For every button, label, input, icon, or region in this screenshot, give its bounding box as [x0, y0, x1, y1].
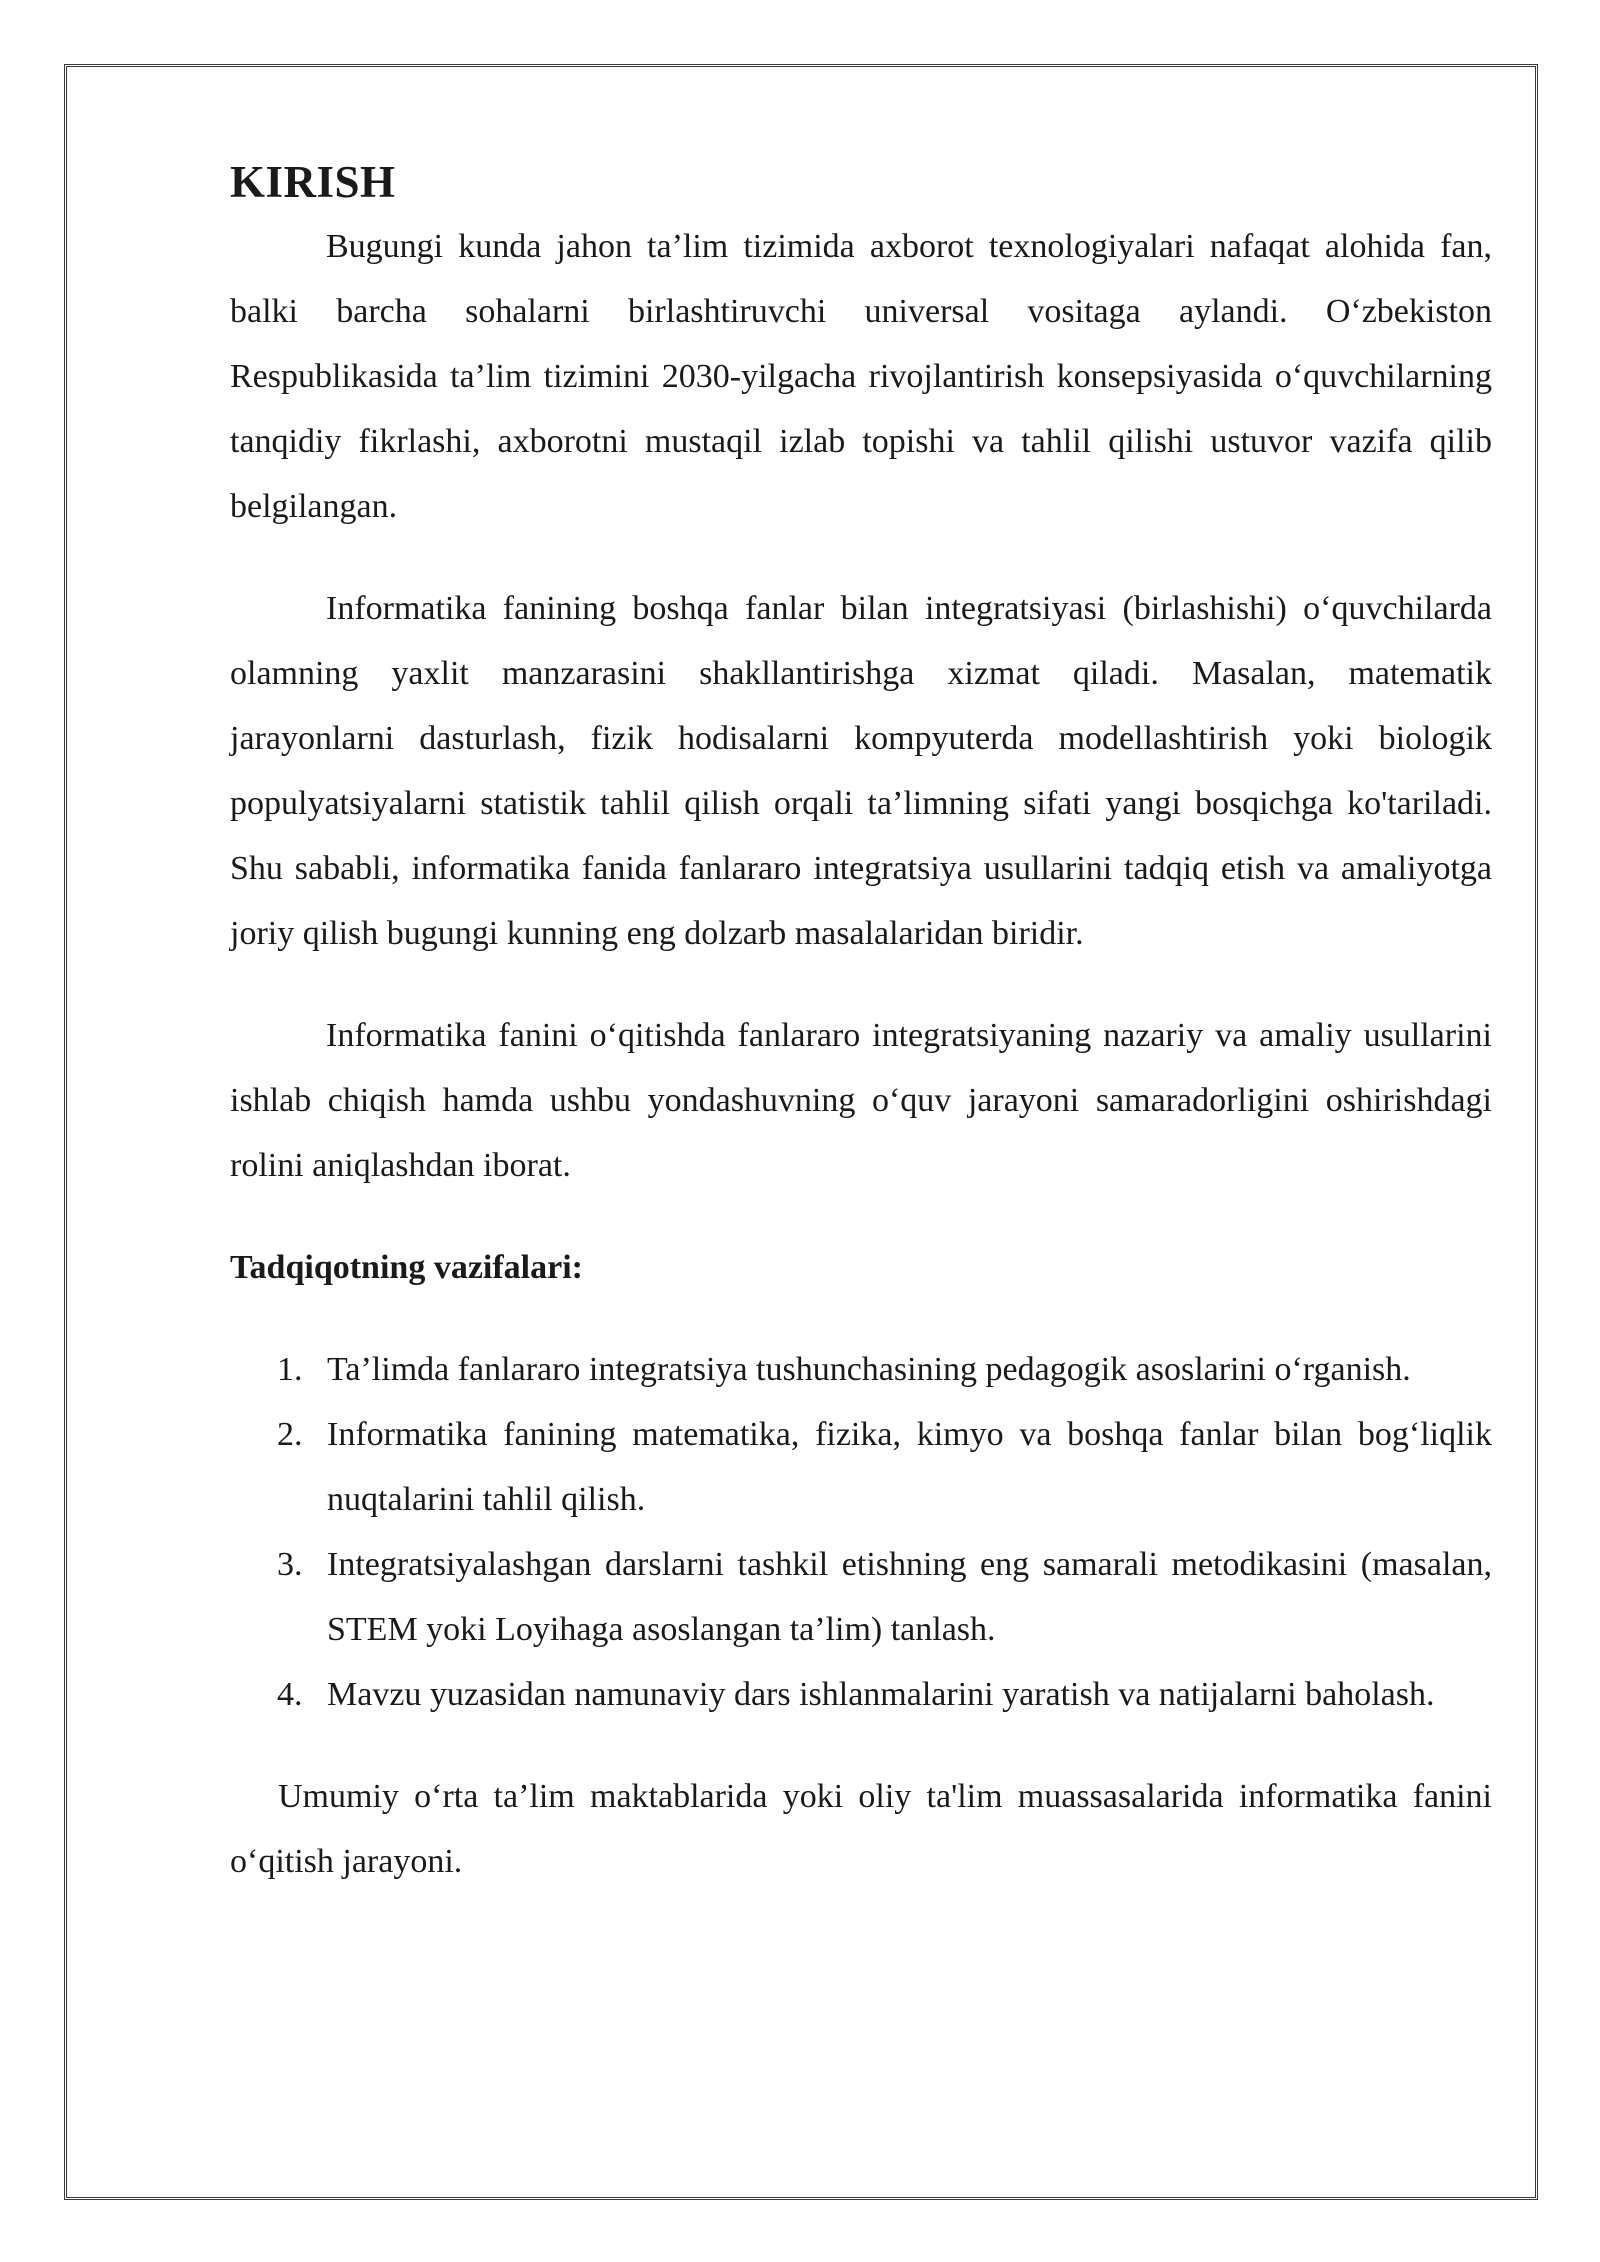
intro-paragraph: Bugungi kunda jahon ta’lim tizimida axborot texnologiyalari nafaqat alohida fan, balki barcha sohalarni birlashtiruvchi universal vositaga aylandi. O‘zbekiston Respublikasida ta’lim tizimini 2030-yilgacha rivojlantirish konsepsiyasida o‘quvchilarning tanqidiy fikrlashi, axborotni mustaqil izlab topishi va tahlil qilishi ustuvor vazifa qilib belgilangan.	[230, 228, 1492, 525]
integration-paragraph: Informatika fanining boshqa fanlar bilan integratsiyasi (birlashishi) o‘quvchilarda olamning yaxlit manzarasini shakllantirishga xizmat qiladi. Masalan, matematik jarayonlarni dasturlash, fizik hodisalarni kompyuterda modellashtirish yoki biologik populyatsiyalarni statistik tahlil qilish orqali ta’limning sifati yangi bosqichga ko'tariladi. Shu sababli, informatika fanida fanlararo integratsiya usullarini tadqiq etish va amaliyotga joriy qilish bugungi kunning eng dolzarb masalalaridan biridir.	[230, 590, 1492, 952]
list-item-number: 2.	[277, 1416, 303, 1453]
list-item-text: Informatika fanining matematika, fizika, kimyo va boshqa fanlar bilan bog‘liqlik nuqtalarini tahlil qilish.	[327, 1416, 1492, 1518]
goal-paragraph: Informatika fanini o‘qitishda fanlararo integratsiyaning nazariy va amaliy usullarini ishlab chiqish hamda ushbu yondashuvning o‘quv jarayoni samaradorligini oshirishdagi rolini aniqlashdan iborat.	[230, 1017, 1492, 1184]
list-item-text: Ta’limda fanlararo integratsiya tushunchasining pedagogik asoslarini o‘rganish.	[327, 1351, 1411, 1388]
list-item-number: 4.	[277, 1676, 303, 1713]
list-item	[230, 1662, 1492, 1727]
section-heading: KIRISH	[230, 157, 396, 207]
list-item-text: Integratsiyalashgan darslarni tashkil etishning eng samarali metodikasini (masalan, STEM yoki Loyihaga asoslangan ta’lim) tanlash.	[327, 1546, 1492, 1648]
tasks-list	[230, 1337, 1492, 1727]
list-item	[230, 1402, 1492, 1532]
list-item-text: Mavzu yuzasidan namunaviy dars ishlanmalarini yaratish va natijalarni baholash.	[327, 1676, 1435, 1713]
list-item	[230, 1532, 1492, 1662]
document-body	[230, 154, 1492, 1931]
tasks-heading: Tadqiqotning vazifalari:	[230, 1249, 583, 1286]
list-item-number: 1.	[277, 1351, 303, 1388]
closing-paragraph: Umumiy o‘rta ta’lim maktablarida yoki oliy ta'lim muassasalarida informatika fanini o‘qitish jarayoni.	[230, 1778, 1492, 1880]
list-item-number: 3.	[277, 1546, 303, 1583]
list-item	[230, 1337, 1492, 1402]
